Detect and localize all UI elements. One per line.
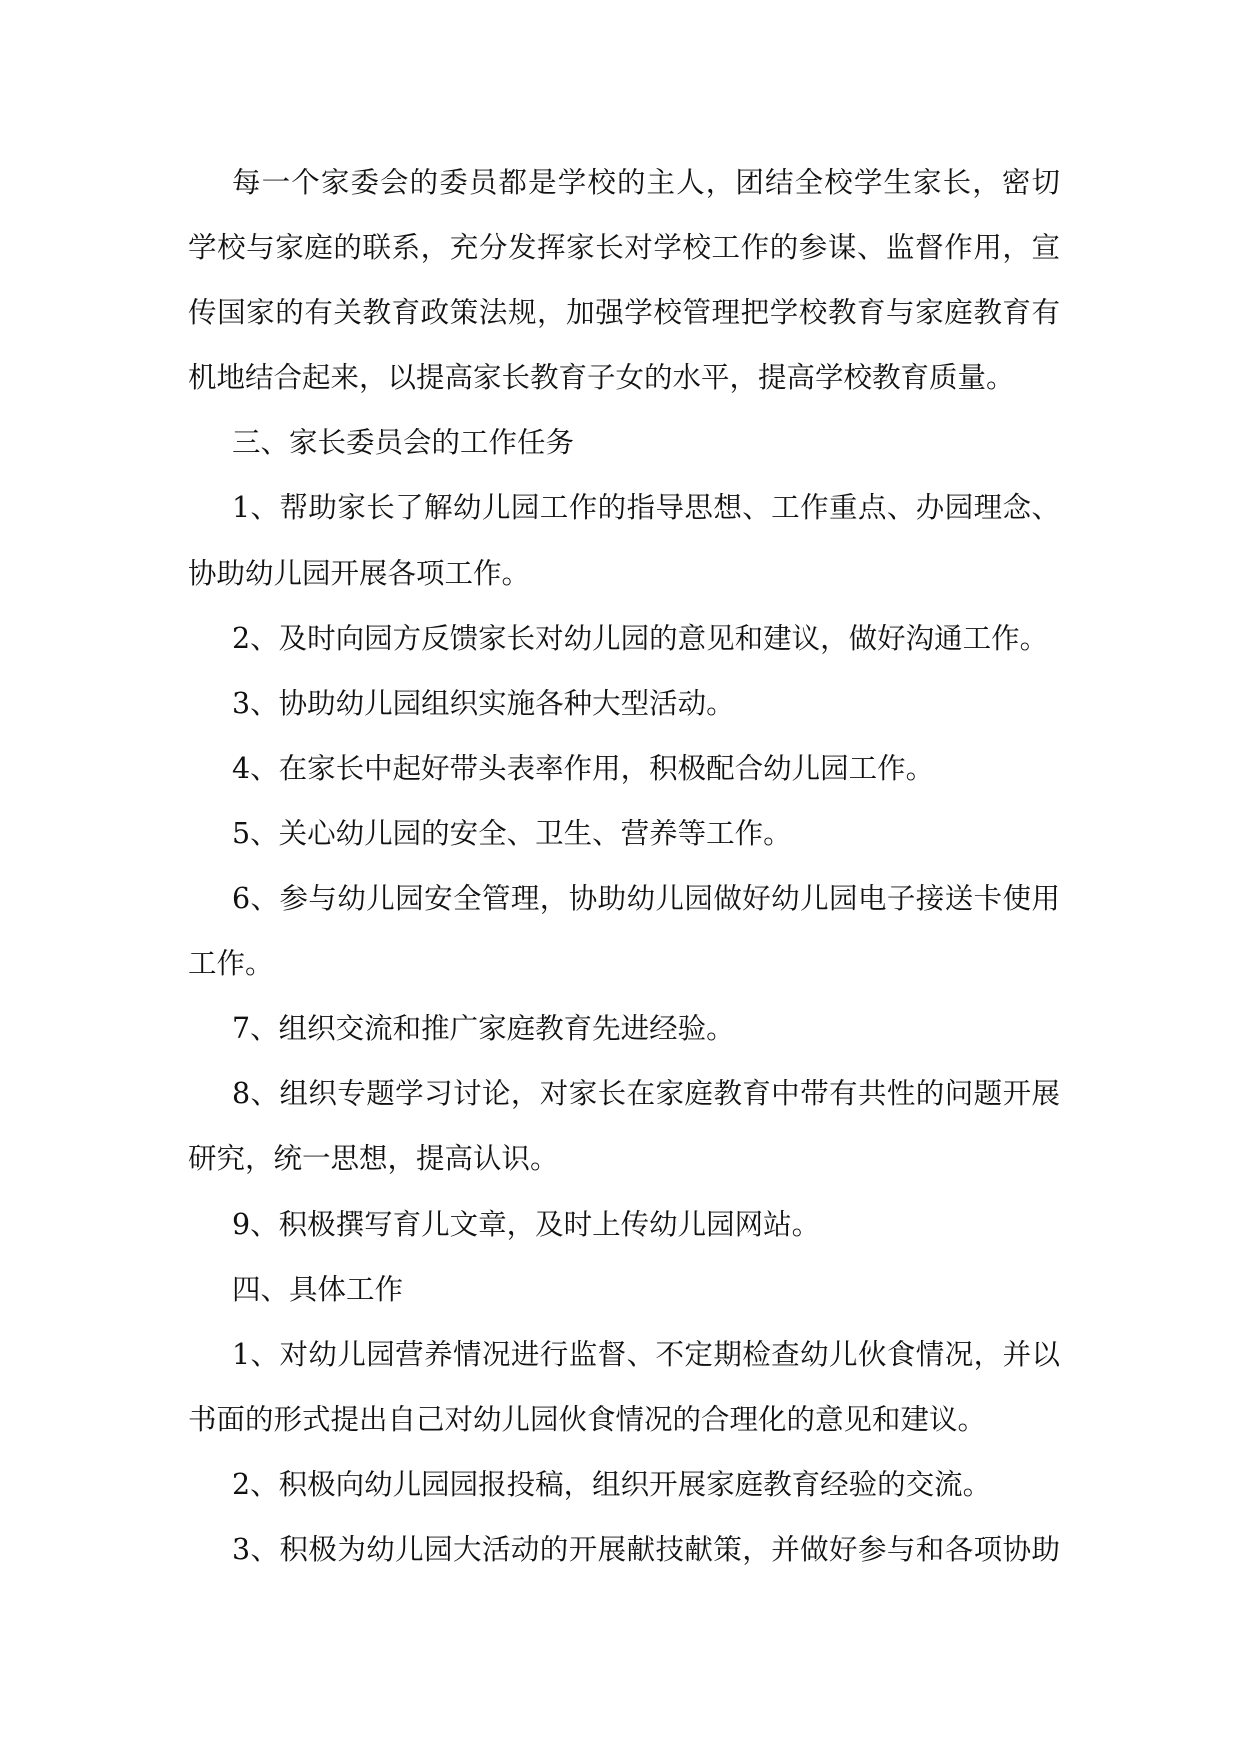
list-item (188, 475, 1060, 605)
text-line: 机地结合起来，以提高家长教育子女的水平，提高学校教育质量。 (188, 361, 1015, 395)
list-item (188, 736, 1060, 801)
list-item (188, 1192, 1060, 1257)
text-line: 3、积极为幼儿园大活动的开展献技献策，并做好参与和各项协助 (232, 1532, 1060, 1566)
text-line: 9、积极撰写育儿文章，及时上传幼儿园网站。 (232, 1207, 821, 1241)
text-line: 书面的形式提出自己对幼儿园伙食情况的合理化的意见和建议。 (188, 1402, 987, 1436)
text-line: 工作。 (188, 947, 274, 981)
body-paragraph (188, 150, 1060, 410)
text-line: 1、帮助家长了解幼儿园工作的指导思想、工作重点、办园理念、 (232, 491, 1060, 525)
text-line: 研究，统一思想，提高认识。 (188, 1142, 559, 1176)
text-line: 学校与家庭的联系，充分发挥家长对学校工作的参谋、监督作用，宣 (188, 231, 1060, 265)
list-item (188, 1061, 1060, 1191)
list-item (188, 866, 1060, 996)
list-item (188, 671, 1060, 736)
list-item (188, 1517, 1060, 1582)
text-line: 3、协助幼儿园组织实施各种大型活动。 (232, 686, 735, 720)
text-line: 2、积极向幼儿园园报投稿，组织开展家庭教育经验的交流。 (232, 1467, 992, 1501)
text-line: 四、具体工作 (232, 1272, 404, 1306)
list-item (188, 1322, 1060, 1452)
list-item (188, 606, 1060, 671)
text-line: 5、关心幼儿园的安全、卫生、营养等工作。 (232, 816, 792, 850)
text-line: 7、组织交流和推广家庭教育先进经验。 (232, 1012, 735, 1046)
list-item (188, 801, 1060, 866)
text-line: 1、对幼儿园营养情况进行监督、不定期检查幼儿伙食情况，并以 (232, 1337, 1060, 1371)
text-line: 6、参与幼儿园安全管理，协助幼儿园做好幼儿园电子接送卡使用 (232, 882, 1060, 916)
list-item (188, 996, 1060, 1061)
text-line: 4、在家长中起好带头表率作用，积极配合幼儿园工作。 (232, 751, 935, 785)
list-item (188, 1452, 1060, 1517)
text-line: 2、及时向园方反馈家长对幼儿园的意见和建议，做好沟通工作。 (232, 621, 1049, 655)
document-body (188, 150, 1060, 1582)
text-line: 三、家长委员会的工作任务 (232, 426, 575, 460)
text-line: 协助幼儿园开展各项工作。 (188, 556, 531, 590)
section-heading (188, 410, 1060, 475)
text-line: 传国家的有关教育政策法规，加强学校管理把学校教育与家庭教育有 (188, 296, 1060, 330)
section-heading (188, 1257, 1060, 1322)
text-line: 每一个家委会的委员都是学校的主人，团结全校学生家长，密切 (232, 166, 1060, 199)
text-line: 8、组织专题学习讨论，对家长在家庭教育中带有共性的问题开展 (232, 1077, 1060, 1111)
